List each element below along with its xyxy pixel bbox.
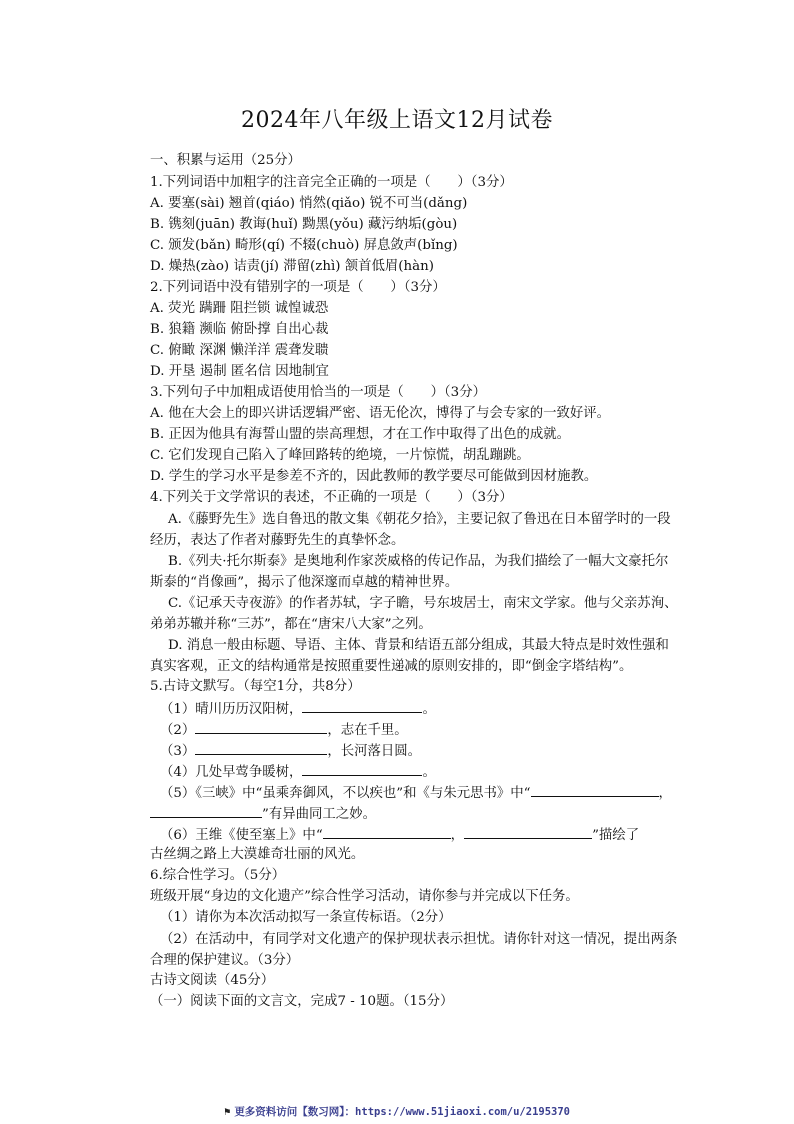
q5-item-1: （1）晴川历历汉阳树， 。 bbox=[160, 698, 436, 720]
answer-blank[interactable] bbox=[302, 761, 422, 776]
q1-option-c: C. 颁发(bǎn) 畸形(qí) 不辍(chuò) 屏息敛声(bǐng) bbox=[150, 238, 458, 253]
answer-blank[interactable] bbox=[531, 782, 659, 797]
q1-option-b: B. 镌刻(juān) 教诲(huǐ) 黝黑(yǒu) 藏污纳垢(gòu) bbox=[150, 217, 458, 232]
q4-option-a: A.《藤野先生》选自鲁迅的散文集《朝花夕拾》，主要记叙了鲁迅在日本留学时的一段经历，表达了作者对藤野先生的真挚怀念。 bbox=[150, 512, 671, 548]
question-4: 4.下列关于文学常识的表述，不正确的一项是（ ）（3分） bbox=[150, 490, 513, 505]
q5-item-6: （6）王维《使至塞上》中“ ， ”描绘了 bbox=[160, 824, 639, 846]
answer-blank[interactable] bbox=[302, 698, 422, 713]
question-1: 1.下列词语中加粗字的注音完全正确的一项是（ ）（3分） bbox=[150, 175, 513, 190]
q2-option-b: B. 狼籍 濒临 俯卧撑 自出心裁 bbox=[150, 322, 329, 337]
q6-task-1: （1）请你为本次活动拟写一条宣传标语。（2分） bbox=[160, 910, 452, 925]
answer-blank[interactable] bbox=[150, 803, 262, 818]
q3-option-d: D. 学生的学习水平是参差不齐的，因此教师的教学要尽可能做到因材施教。 bbox=[150, 469, 598, 484]
q6-intro: 班级开展“身边的文化遗产”综合性学习活动，请你参与并完成以下任务。 bbox=[150, 889, 579, 904]
q1-option-d: D. 燥热(zào) 诘责(jí) 滞留(zhì) 颔首低眉(hàn) bbox=[150, 259, 434, 274]
footer-link[interactable]: ⚑ 更多资料访问【数习网】：https://www.51jiaoxi.com/u/2195370 bbox=[223, 1106, 570, 1118]
answer-blank[interactable] bbox=[195, 719, 327, 734]
question-6: 6.综合性学习。（5分） bbox=[150, 868, 286, 883]
q6-task-2: （2）在活动中，有同学对文化遗产的保护现状表示担忧。请你针对这一情况，提出两条合理的保护建议。（3分） bbox=[150, 932, 678, 968]
q1-option-a: A. 要塞(sài) 翘首(qiáo) 悄然(qiǎo) 锐不可当(dǎng) bbox=[150, 196, 468, 211]
section-heading: 一、积累与运用（25分） bbox=[150, 153, 301, 168]
section-heading-reading: 古诗文阅读（45分） bbox=[150, 973, 275, 988]
answer-blank[interactable] bbox=[464, 824, 592, 839]
question-3: 3.下列句子中加粗成语使用恰当的一项是（ ）（3分） bbox=[150, 385, 486, 400]
question-5: 5.古诗文默写。（每空1分，共8分） bbox=[150, 679, 361, 694]
q5-item-5: （5）《三峡》中“虽乘奔御风，不以疾也”和《与朱元思书》中“ ， bbox=[160, 782, 672, 804]
answer-blank[interactable] bbox=[323, 824, 451, 839]
answer-blank[interactable] bbox=[195, 740, 327, 755]
question-2: 2.下列词语中没有错别字的一项是（ ）（3分） bbox=[150, 280, 446, 295]
q5-item-6-cont: 古丝绸之路上大漠雄奇壮丽的风光。 bbox=[150, 847, 365, 862]
q3-option-b: B. 正因为他具有海誓山盟的崇高理想，才在工作中取得了出色的成就。 bbox=[150, 427, 571, 442]
q5-item-2: （2） ，志在千里。 bbox=[160, 719, 408, 741]
page-title: 2024年八年级上语文12月试卷 bbox=[241, 108, 553, 133]
q2-option-a: A. 荧光 蹒跚 阻拦锁 诚惶诚恐 bbox=[150, 301, 329, 316]
q3-option-a: A. 他在大会上的即兴讲话逻辑严密、语无伦次，博得了与会专家的一致好评。 bbox=[150, 406, 611, 421]
q5-item-3: （3） ，长河落日圆。 bbox=[160, 740, 421, 762]
q2-option-d: D. 开垦 遏制 匿名信 因地制宜 bbox=[150, 364, 329, 379]
q2-option-c: C. 俯瞰 深渊 懒洋洋 震聋发聩 bbox=[150, 343, 329, 358]
q3-option-c: C. 它们发现自己陷入了峰回路转的绝境，一片惊慌，胡乱蹦跳。 bbox=[150, 448, 530, 463]
reading-part-1: （一）阅读下面的文言文，完成7 - 10题。（15分） bbox=[150, 994, 454, 1009]
q4-option-d: D. 消息一般由标题、导语、主体、背景和结语五部分组成，其最大特点是时效性强和真实客观，正文的结构通常是按照重要性递减的原则安排的，即“倒金字塔结构”。 bbox=[150, 638, 669, 674]
q5-item-5-cont: ”有异曲同工之妙。 bbox=[150, 803, 376, 825]
q5-item-4: （4）几处早莺争暖树， 。 bbox=[160, 761, 436, 783]
q4-option-c: C.《记承天寺夜游》的作者苏轼，字子瞻，号东坡居士，南宋文学家。他与父亲苏洵、弟弟苏辙并称“三苏”，都在“唐宋八大家”之列。 bbox=[150, 596, 678, 632]
q4-option-b: B.《列夫·托尔斯泰》是奥地利作家茨威格的传记作品，为我们描绘了一幅大文豪托尔斯泰的“肖像画”，揭示了他深邃而卓越的精神世界。 bbox=[150, 554, 669, 590]
flag-icon: ⚑ bbox=[223, 1106, 231, 1118]
